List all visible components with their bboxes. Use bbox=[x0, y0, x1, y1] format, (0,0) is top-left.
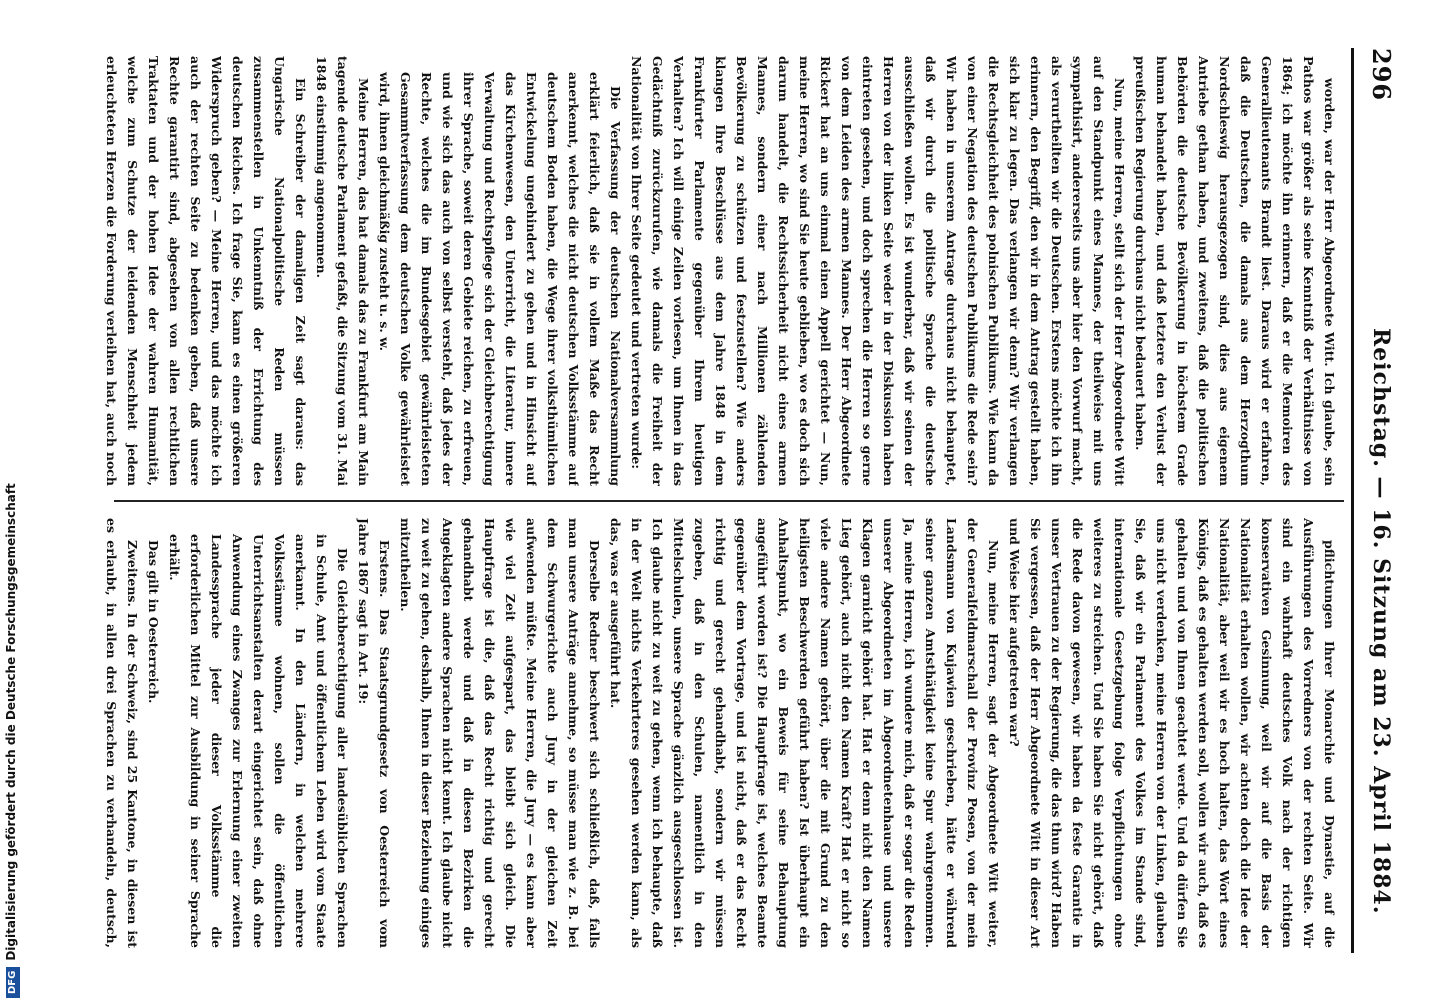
quoted-passage: Die Verfassung der deutschen Nationalversammlung erklärt feierlich, daß sie in vollem Maße das Recht anerkennt, welches die nicht deutschen Volksstämme auf deutschem Boden haben, die Wege ihrer volksthümlichen Entwickelung ungehindert zu gehen und in Hinsicht auf das Kirchenwesen, den Unterricht, die Literatur, innere Verwaltung und Rechtspflege sich der Gleichberechtigung ihrer Sprache, soweit deren Gebiete reichen, zu erfreuen, und wie sich das auch von selbst versteht, daß jedes der Rechte, welches die im Bundesgebiet gewährleisteten Gesammtverfassung dem deutschen Volke gewährleistet wird, ihnen gleichmäßig zusteht u. s. w. bbox=[377, 72, 623, 486]
paragraph: Das gilt in Oesterreich. bbox=[146, 540, 161, 704]
credit-text bbox=[4, 483, 20, 998]
column-divider bbox=[114, 500, 1344, 502]
paragraph: worden, war der Herr Abgeordnete Witt. Ich glaube, sein Pathos war größer als seine Kenntniß der Verhältnisse von 1864; ich möchte ihn erinnern, daß er die Memoiren des Generallieutenants Brandt liest. Daraus wird er erfahren, daß die Deutschen, die damals aus dem Herzogthum Nordschleswig herausgezogen sind, dies aus eigenem Antriebe gethan haben, und zweitens, daß die politischen Behörden die deutsche Bevölkerung in höchstem Grade human behandelt haben, und daß letztere den Verlust der preußischen Regierung durchaus nicht bedauert haben. bbox=[1133, 56, 1337, 486]
header-rule bbox=[1351, 48, 1354, 953]
running-head: Reichstag. — 16. Sitzung am 23. April 1884. bbox=[1368, 328, 1394, 915]
paragraph: Zweitens. In der Schweiz, sind 25 Kantone, in diesen ist es erlaubt, in allen drei Sprachen zu verhandeln, deutsch, bbox=[104, 518, 140, 948]
paragraph: Nun, meine Herren, sagt der Abgeordnete Witt weiter, der Generalfeldmarschall der Provinz Posen, von der mein Landsmann von Kujawien geschrieben, hätte er während seiner ganzen Amtsthätigkeit keine Spur wahrgenommen. Ja, meine Herren, ich wundere mich, daß er sogar die Reden unserer Abgeordneten im Abgeordnetenhause und unsere Klagen garnicht gehört hat. Hat er denn nicht den Namen Lieg gehört, auch nicht den Namen Kraft? Hat er nicht so viele andere Namen gehört, über die mit Grund zu den heiligsten Beschwerden geführt haben? Ist überhaupt ein Anhaltspunkt, wo ein Beweis für seine Behauptung angeführt worden ist? Die Hauptfrage ist, welches Beamte gegenüber dem Vortrage, und ist nicht, daß er das Recht richtig und gerecht gehandhabt, sondern wir müssen zugeben, daß in den Schulen, namentlich in den Mittelschulen, unsere Sprache gänzlich ausgeschlossen ist. Ich glaube nicht zu weit zu gehen, wenn ich behaupte, daß in der Welt nichts Verkehrteres gesehen werden kann, als das, was er ausgeführt hat. bbox=[608, 518, 1001, 948]
paragraph: Nun, meine Herren, stellt sich der Herr Abgeordnete Witt auf den Standpunkt eines Mannes, der theilweise mit uns sympathisirt, andererseits uns aber hier den Vorwurf macht, als verurtheilten wir die Deutschen. Erstens möchte ich ihn erinnern, den Begriff, den wir in dem Antrag gestellt haben, sich klar zu legen. Das verlangen wir denn? Wir verlangen die Rechtsgleichheit des polnischen Publikums. Wie kann da von einer Negation des deutschen Publikums die Rede sein? Wir haben in unserem Antrage durchaus nicht behauptet, daß wir durch die politische Sprache die deutsche ausschließen wollen. Es ist wunderbar, daß wir seinen der Herren von der linken Seite weder in der Diskussion haben eintreten gesehen, und doch sprechen die Herren so gerne von dem Leiden des armen Mannes. Der Herr Abgeordnete Rickert hat an uns einmal einen Appell gerichtet — Nun, meine Herren, wo sind Sie heute geblieben, wo es doch sich darum handelt, die Rechtssicherheit nicht eines armen Mannes, sondern einer nach Millionen zählenden Bevölkerung zu schützen und festzustellen? Wie anders klangen Ihre Beschlüsse aus dem Jahre 1848 in dem Frankfurter Parlamente gegenüber Ihrem heutigen Verhalten? Ich will einige Zeilen vorlesen, um Ihnen in das Gedächtniß zurückzurufen, wie damals die Freiheit der Nationalität von Ihrer Seite gedeutet und vertreten wurde: bbox=[629, 56, 1127, 486]
paragraph: pflichtungen Ihrer Monarchie und Dynastie, auf die Ausführungen des Vorredners von der rechten Seite. Wir sind ein wahrhaft deutsches Volk nach der richtigen konservativen Gesinnung, weil wir auf die Basis der Nationalität erhalten wollen, wir achten doch die Idee der Nationalität, aber weil wir es hoch halten, das Wort eines Königs, daß es gehalten werden soll, wollen wir auch, daß es gehalten und von Ihnen geachtet werde. Und da dürfen Sie uns nicht verdenken, meine Herren von der Linken, glauben Sie, daß wir ein Parlament des Volkes im Stande sind, internationale Gesetzgebung folge Verpflichtungen ohne weiteres zu streichen. Und Sie haben Sie nicht gehört, daß die Rede davon gewesen, wir haben da feste Garantie in unser Vertrauen zu der Regierung, die das thun wird? Haben Sie vergessen, daß der Herr Abgeordnete Witt in dieser Art und Weise hier aufgetreten war? bbox=[1007, 518, 1337, 948]
paragraph: Derselbe Redner beschwert sich schließlich, daß, falls man unsere Anträge annehme, so müsse man wie z. B. bei dem Schwurgerichte auch Jury in der gleichen Zeit aufwenden müßte. Meine Herren, die Jury — es kann aber wie viel Zeit aufgespart, das bleibt sich gleich. Die Hauptfrage ist die, daß das Recht richtig und gerecht gehandhabt werde und daß in diesen Bezirken die Angeklagten andere Sprachen nicht kennt. Ich glaube nicht zu weit zu gehen, deshalb, Ihnen in dieser Beziehung einiges mitzutheilen. bbox=[398, 518, 602, 948]
page-number: 296 bbox=[1367, 48, 1396, 102]
left-column bbox=[100, 56, 1340, 486]
page-header bbox=[1362, 48, 1402, 953]
credit-label: Digitalisierung gefördert durch die Deutsche Forschungsgemeinschaft bbox=[4, 483, 18, 961]
paragraph: Meine Herren, das hat damals das zu Frankfurt am Main tagende deutsche Parlament gefaßt, die Sitzung vom 31. Mai 1848 einstimmig angenommen. bbox=[314, 56, 371, 486]
dfg-logo-icon: DFG bbox=[6, 967, 20, 998]
right-column bbox=[100, 518, 1340, 948]
paragraph: Ein Schreiber der damaligen Zeit sagt daraus: das Ungarische Nationalpolitische Reden müssen zusammenstellen in Unkenntniß der Errichtung des deutschen Reiches. Ich frage Sie, kann es einen größeren Widerspruch geben? — Meine Herren, und das möchte ich auch der rechten Seite zu bedenken geben, daß unsere Rechte garantirt sind, abgesehen von allen rechtlichen Traktaten und der hohen Idee der wahren Humanität, welche zum Schutze der leidenden Menschheit jedem erleuchteten Herzen die Forderung verleihen hat, auch noch bbox=[104, 56, 308, 486]
quoted-passage: Die Gleichberechtigung aller landesüblichen Sprachen in Schule, Amt und öffentlichem Leben wird vom Staate anerkannt. In den Ländern, in welchen mehrere Volksstämme wohnen, sollen die öffentlichen Unterrichtsanstalten derart eingerichtet sein, daß ohne Anwendung eines Zwanges zur Erlernung einer zweiten Landessprache jeder dieser Volksstämme die erforderlichen Mittel zur Ausbildung in seiner Sprache erhält. bbox=[167, 534, 350, 948]
paragraph: Erstens. Das Staatsgrundgesetz von Oesterreich vom Jahre 1867 sagt in Art. 19: bbox=[356, 518, 392, 948]
